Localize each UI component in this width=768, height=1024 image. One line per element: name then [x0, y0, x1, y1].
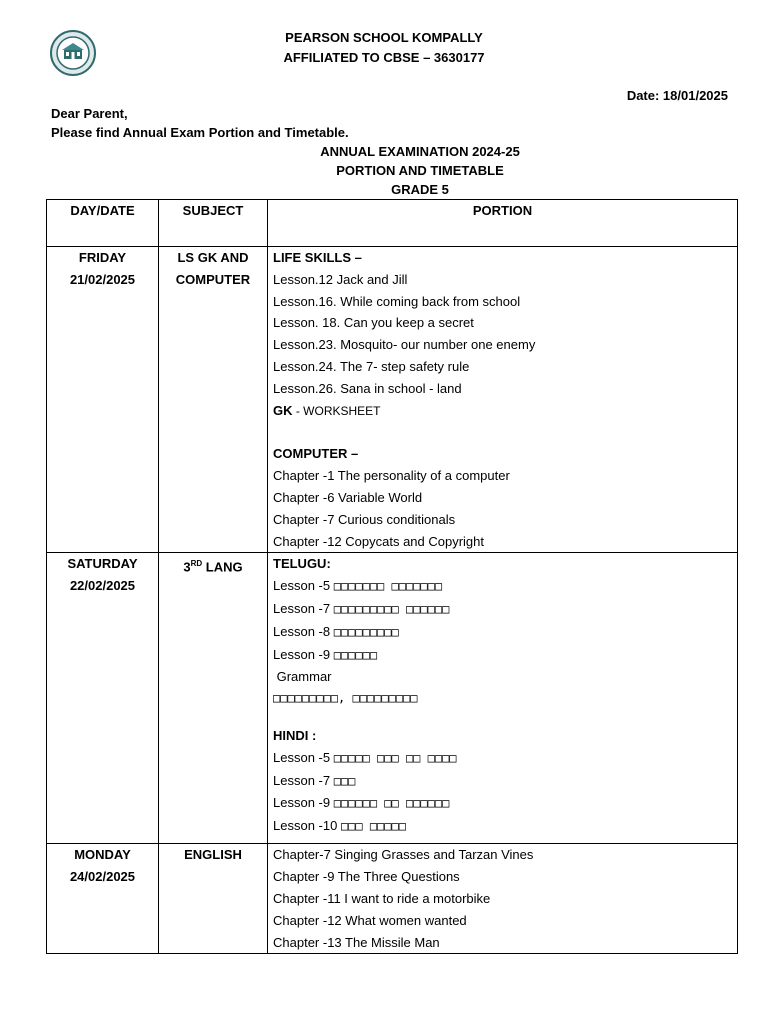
lesson-label: Lesson -10	[273, 818, 341, 834]
exam-subtitle: PORTION AND TIMETABLE	[336, 163, 504, 178]
table-row	[47, 844, 738, 954]
grammar-topics: □□□□□□□□□, □□□□□□□□□	[273, 691, 418, 706]
gk-text: - WORKSHEET	[292, 403, 381, 418]
chapter-item: Chapter -1 The personality of a computer	[273, 468, 510, 484]
lesson-item	[273, 770, 737, 793]
table-row	[47, 247, 738, 553]
chapter-item: Chapter -6 Variable World	[273, 489, 423, 505]
subject-number: 3	[183, 559, 191, 575]
salutation: Dear Parent,	[51, 106, 128, 121]
lesson-item: Lesson.16. While coming back from school	[273, 293, 521, 309]
date: 24/02/2025	[69, 868, 136, 884]
lesson-label: Lesson -9	[273, 646, 334, 662]
subject-line	[159, 553, 267, 578]
affiliation: AFFILIATED TO CBSE – 3630177	[283, 50, 485, 65]
lesson-item	[273, 747, 737, 770]
section-heading: TELUGU:	[273, 556, 331, 572]
lesson-title: □□□□□□	[333, 647, 378, 662]
lesson-label: Lesson -7	[273, 772, 334, 788]
lesson-item: Lesson.24. The 7- step safety rule	[273, 358, 470, 374]
lesson-title: □□□□□□□□□ □□□□□□	[333, 601, 450, 616]
timetable	[46, 199, 738, 954]
gk-label: GK	[273, 402, 293, 418]
lesson-item: Lesson. 18. Can you keep a secret	[273, 315, 474, 331]
lesson-title: □□□□□□□□□	[333, 624, 399, 639]
chapter-item: Chapter -7 Curious conditionals	[273, 511, 456, 527]
lesson-title: □□□□□□ □□ □□□□□□	[333, 796, 450, 811]
chapter-item: Chapter -12 What women wanted	[273, 912, 467, 928]
chapter-item: Chapter -12 Copycats and Copyright	[273, 533, 485, 549]
notice-date: Date: 18/01/2025	[626, 88, 728, 103]
day-date-cell	[47, 553, 159, 844]
lesson-item: Lesson.26. Sana in school - land	[273, 380, 462, 396]
subject-cell	[159, 844, 268, 954]
header-day-date: DAY/DATE	[47, 200, 159, 247]
lesson-label: Lesson -7	[273, 600, 334, 616]
date: 21/02/2025	[69, 271, 136, 287]
date: 22/02/2025	[69, 577, 136, 593]
section-heading: COMPUTER –	[273, 446, 359, 462]
subject-text: LANG	[202, 559, 243, 575]
school-name: PEARSON SCHOOL KOMPALLY	[285, 30, 483, 45]
grade-title: GRADE 5	[391, 182, 449, 197]
chapter-item: Chapter -11 I want to ride a motorbike	[273, 890, 491, 906]
day: MONDAY	[74, 847, 131, 863]
lesson-label: Lesson -8	[273, 623, 334, 639]
day: FRIDAY	[78, 250, 127, 265]
intro-message: Please find Annual Exam Portion and Timetable.	[51, 125, 349, 140]
day: SATURDAY	[67, 556, 138, 572]
subject-cell	[159, 247, 268, 553]
lesson-title: □□□□□□□ □□□□□□□	[333, 579, 443, 594]
subject-line: ENGLISH	[184, 847, 242, 863]
lesson-label: Lesson -5	[273, 749, 334, 765]
lesson-title: □□□□□ □□□ □□ □□□□	[333, 750, 457, 765]
lesson-title: □□□	[333, 773, 356, 788]
section-heading: HINDI :	[273, 727, 317, 743]
section-heading: LIFE SKILLS –	[273, 250, 362, 265]
subject-line: COMPUTER	[175, 271, 251, 287]
lesson-item	[273, 792, 737, 815]
portion-cell	[268, 247, 738, 553]
lesson-item	[273, 575, 737, 598]
chapter-item: Chapter-7 Singing Grasses and Tarzan Vines	[273, 847, 534, 863]
lesson-item: Lesson.23. Mosquito- our number one enemy	[273, 337, 536, 353]
header-subject: SUBJECT	[159, 200, 268, 247]
gk-line	[273, 400, 737, 423]
table-row	[47, 553, 738, 844]
portion-cell	[268, 844, 738, 954]
portion-cell	[268, 553, 738, 844]
lesson-item: Lesson.12 Jack and Jill	[273, 271, 408, 287]
chapter-item: Chapter -9 The Three Questions	[273, 869, 460, 885]
subject-ordinal: RD	[190, 559, 203, 569]
chapter-item: Chapter -13 The Missile Man	[273, 934, 440, 950]
lesson-title: □□□ □□□□□	[340, 819, 406, 834]
lesson-label: Lesson -5	[273, 578, 334, 594]
day-date-cell	[47, 844, 159, 954]
exam-title: ANNUAL EXAMINATION 2024-25	[320, 144, 520, 159]
grammar-label: Grammar	[273, 669, 332, 685]
lesson-item	[273, 621, 737, 644]
day-date-cell	[47, 247, 159, 553]
lesson-item	[273, 598, 737, 621]
table-header-row	[47, 200, 738, 247]
lesson-label: Lesson -9	[273, 795, 334, 811]
header-portion: PORTION	[268, 200, 738, 247]
subject-cell	[159, 553, 268, 844]
lesson-item	[273, 815, 737, 838]
subject-line: LS GK AND	[177, 250, 249, 265]
lesson-item	[273, 644, 737, 667]
